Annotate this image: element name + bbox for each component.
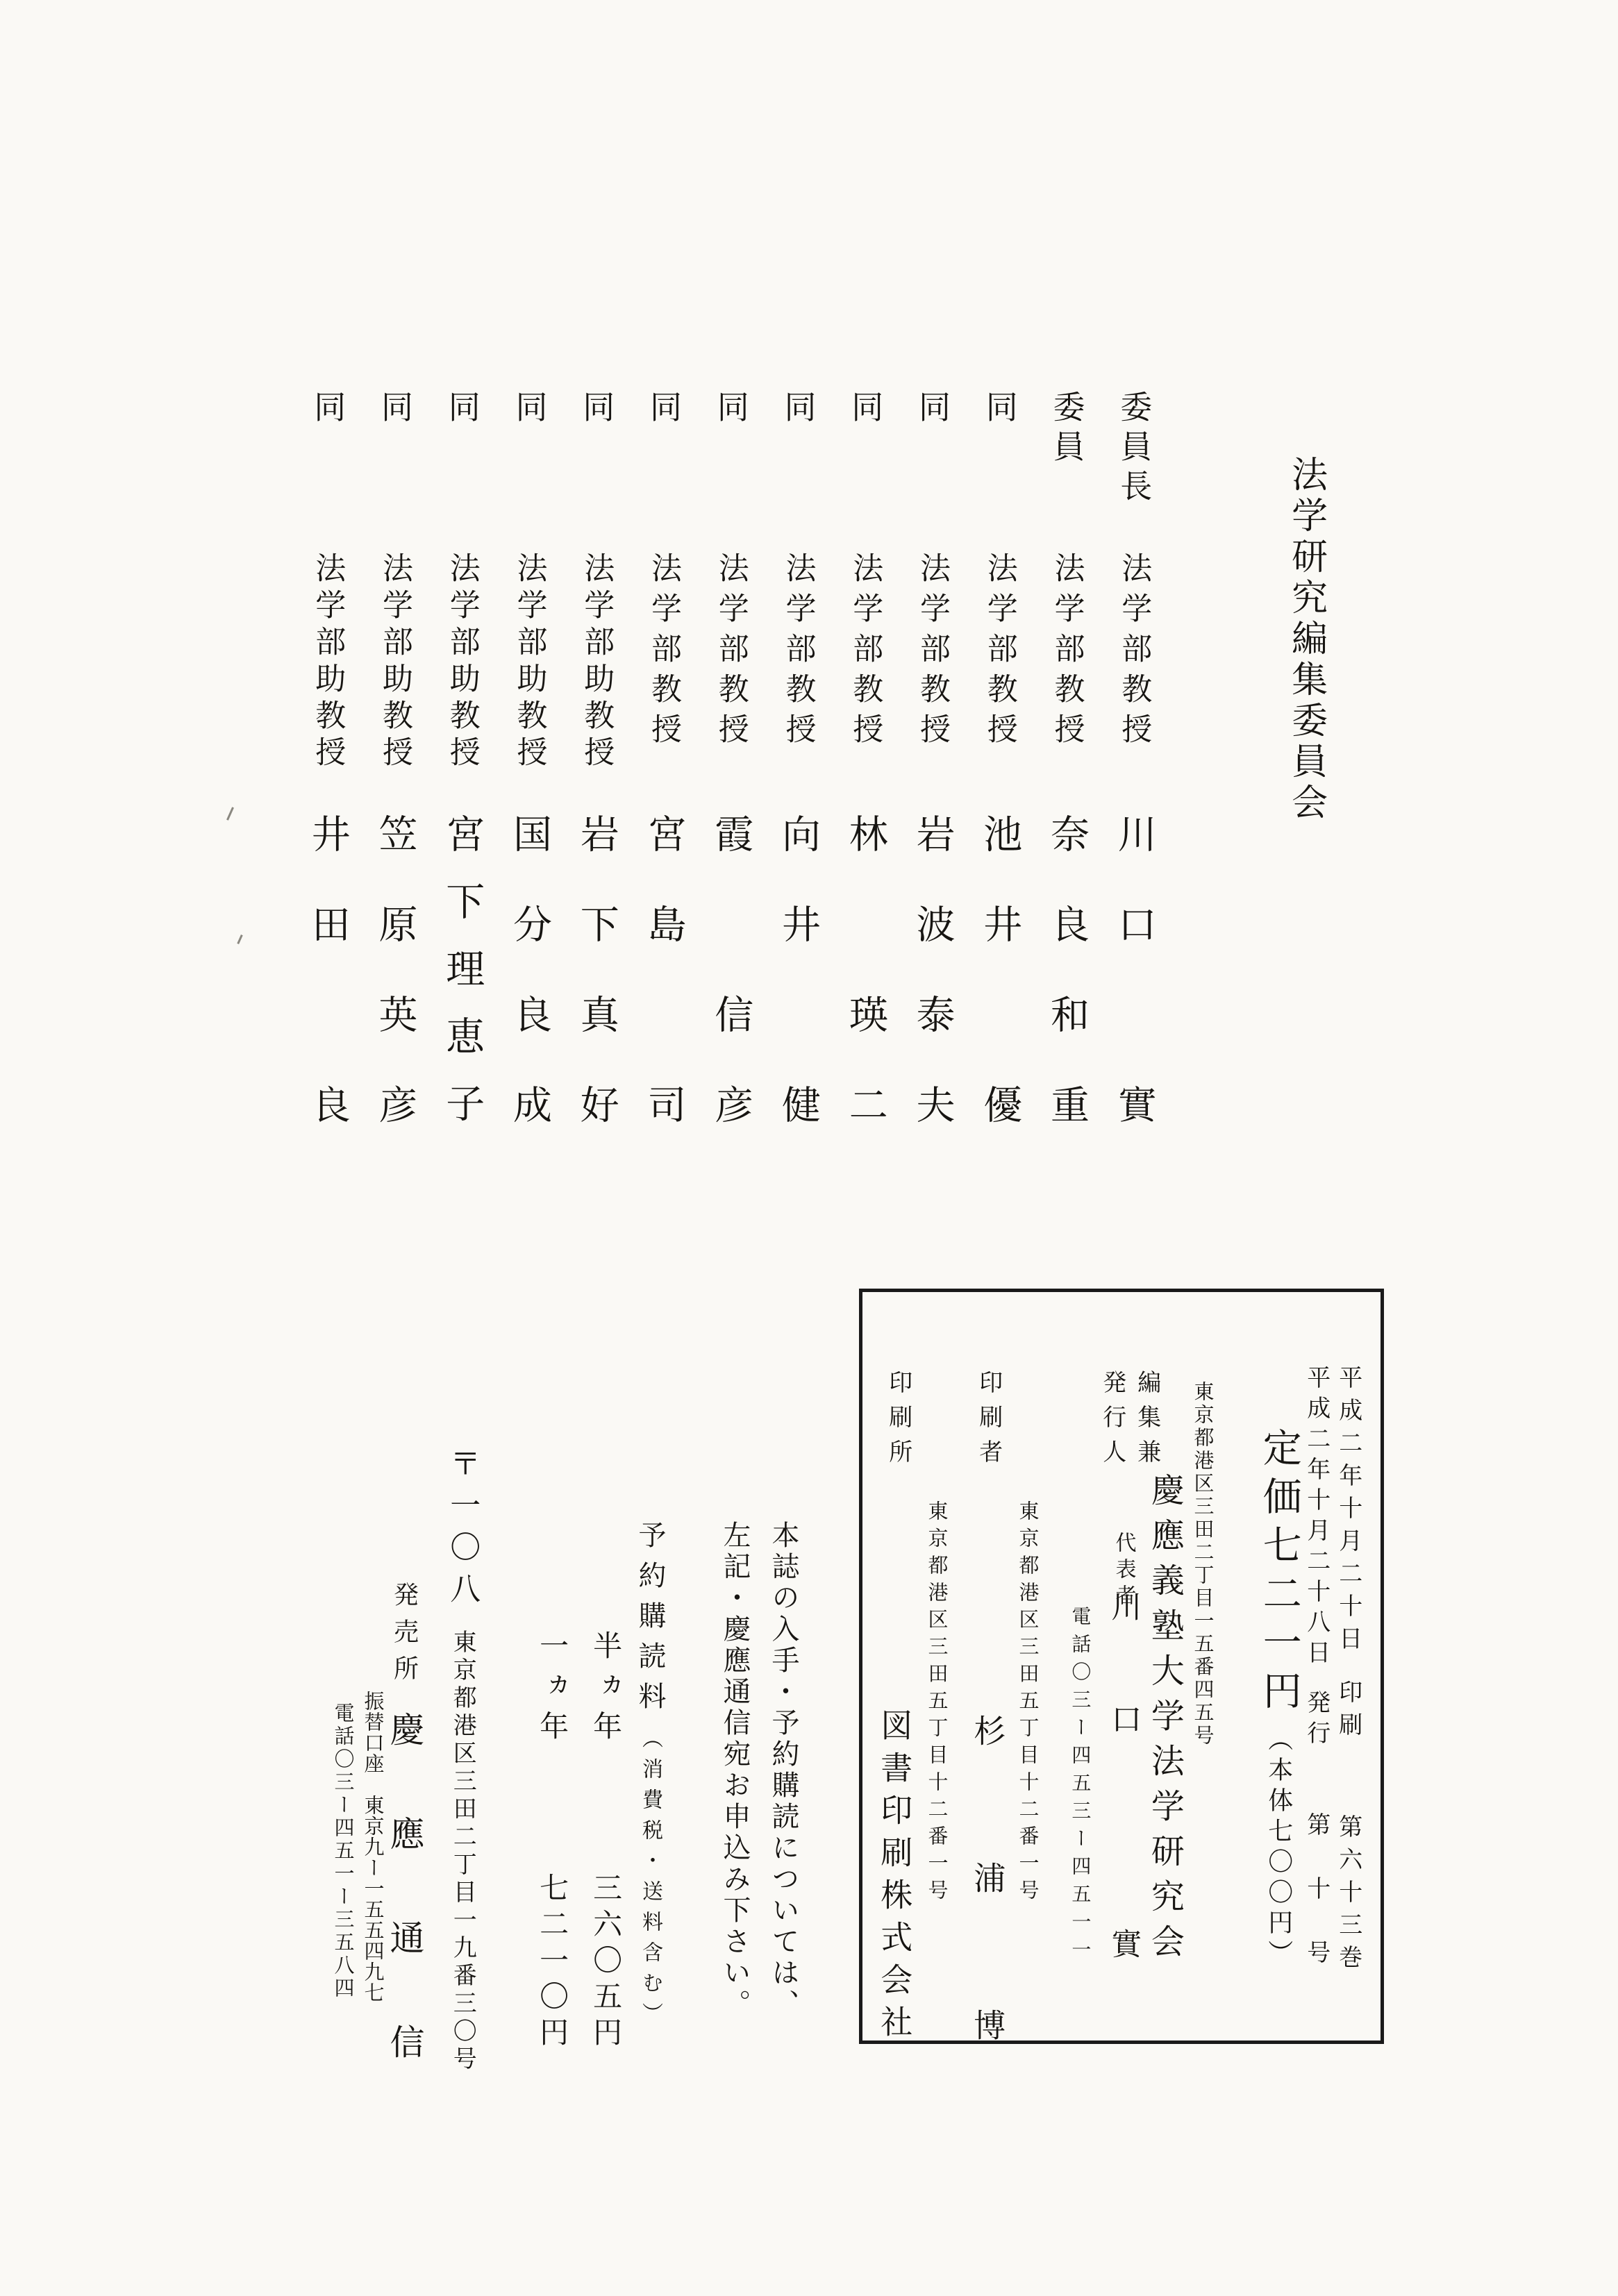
volume-number: 第六十三巻	[1335, 1814, 1361, 1977]
printer-name: 杉浦博	[969, 1714, 1006, 2156]
member-name: 岩波泰夫	[910, 814, 954, 1175]
member-role: 同	[915, 390, 951, 430]
member-name: 井田 良	[306, 814, 349, 1175]
member-role: 同	[847, 390, 883, 430]
member-role: 同	[511, 390, 547, 430]
member-name: 川口 實	[1112, 814, 1156, 1175]
half-year-label: 半ヵ年	[589, 1630, 622, 1751]
member-position: 法学部教授	[982, 552, 1017, 753]
member-name: 笠原英彦	[373, 814, 417, 1175]
printed-label: 印刷	[1335, 1679, 1361, 1745]
printshop-address: 東京都港区三田五丁目十二番一号	[925, 1500, 948, 1907]
publisher-phone: 電話〇三ー四五三ー四五一一	[1069, 1606, 1091, 1967]
editor-publisher-label-1: 編集兼	[1133, 1370, 1160, 1474]
member-position: 法学部教授	[915, 552, 949, 753]
member-role: 同	[310, 390, 346, 430]
distributor-postal-address	[446, 1448, 478, 2074]
issue-number: 第十号	[1303, 1812, 1329, 2004]
member-name: 国分良成	[508, 814, 551, 1175]
printshop-label: 印刷所	[885, 1370, 911, 1474]
distributor-label: 発売所	[390, 1582, 419, 1692]
member-name: 池井 優	[978, 814, 1021, 1175]
member-role: 同	[578, 390, 615, 430]
distributor-name-column	[386, 1582, 423, 2128]
representative-label: 代表者	[1112, 1532, 1135, 1611]
printer-address: 東京都港区三田五丁目十二番一号	[1016, 1500, 1039, 1907]
member-position: 法学部助教授	[512, 552, 547, 773]
member-position: 法学部教授	[713, 552, 748, 753]
distributor-address: 東京都港区三田二丁目一九番三〇号	[449, 1629, 476, 2074]
published-date: 平成二年十月二十八日	[1303, 1365, 1329, 1670]
member-position: 法学部教授	[1117, 552, 1151, 753]
distributor-name: 慶應通信	[385, 1711, 424, 2128]
member-name: 林 瑛二	[843, 814, 887, 1175]
price-main: 定価七二一円	[1257, 1427, 1301, 1719]
half-year-column	[590, 1630, 620, 2053]
published-label: 発行	[1303, 1690, 1329, 1751]
member-role: 同	[444, 390, 480, 430]
price-note: （本体七〇〇円）	[1265, 1726, 1293, 1970]
one-year-price: 七二一〇円	[535, 1872, 568, 2053]
member-position: 法学部助教授	[579, 552, 614, 773]
member-name: 向井 健	[776, 814, 820, 1175]
fee-note: （消費税・送料含む）	[639, 1727, 662, 2033]
subscription-notice-line2: 左記・慶應通信宛お申込み下さい。	[719, 1520, 751, 2020]
member-role: 同	[981, 390, 1017, 430]
one-year-column	[536, 1630, 567, 2053]
printshop-name: 図書印刷株式会社	[876, 1709, 912, 2047]
scan-speck	[237, 935, 242, 944]
print-date-column	[1335, 1365, 1360, 1977]
member-name: 霞 信彦	[709, 814, 753, 1175]
representative-name: 川口 實	[1106, 1591, 1141, 2041]
subscription-fee-column	[635, 1520, 665, 2033]
member-position: 法学部教授	[646, 552, 681, 753]
member-role: 委員長	[1116, 390, 1152, 509]
publish-date-column	[1303, 1365, 1328, 2004]
member-name: 奈良和重	[1045, 814, 1089, 1175]
postal-account: 振替口座 東京九ー一五五四九七	[361, 1691, 384, 2003]
member-position: 法学部教授	[1049, 552, 1084, 753]
publisher-name: 慶應義塾大学法学研究会	[1146, 1473, 1183, 1969]
editor-publisher-label-2: 発行人	[1099, 1370, 1125, 1474]
half-year-price: 三六〇五円	[589, 1872, 622, 2053]
member-name: 宮下理恵子	[440, 814, 484, 1150]
printed-date: 平成二年十月二十日	[1335, 1365, 1361, 1659]
colophon-box	[859, 1289, 1384, 2156]
price-column	[1258, 1427, 1299, 1970]
member-position: 法学部助教授	[377, 552, 412, 773]
member-role: 同	[780, 390, 816, 430]
fee-label: 予約購読料	[635, 1520, 666, 1722]
scan-speck	[226, 807, 234, 820]
member-name: 岩下真好	[574, 814, 618, 1175]
member-position: 法学部助教授	[310, 552, 345, 773]
member-position: 法学部教授	[781, 552, 815, 753]
committee-title: 法学研究編集委員会	[1285, 455, 1326, 824]
member-position: 法学部助教授	[444, 552, 479, 773]
member-role: 委員	[1049, 390, 1085, 469]
member-name: 宮島 司	[642, 814, 685, 1175]
member-role: 同	[646, 390, 682, 430]
one-year-label: 一ヵ年	[535, 1630, 568, 1751]
subscription-notice-line1: 本誌の入手・予約購読については、	[768, 1520, 799, 2020]
publisher-address: 東京都港区三田二丁目一五番四五号	[1191, 1381, 1214, 1748]
member-position: 法学部教授	[848, 552, 883, 753]
postal-code: 〒一〇八	[445, 1448, 480, 1614]
distributor-phone: 電話〇三ー四五一ー三五八四	[331, 1702, 354, 2000]
printer-label: 印刷者	[975, 1370, 1001, 1474]
member-role: 同	[377, 390, 413, 430]
member-role: 同	[712, 390, 749, 430]
